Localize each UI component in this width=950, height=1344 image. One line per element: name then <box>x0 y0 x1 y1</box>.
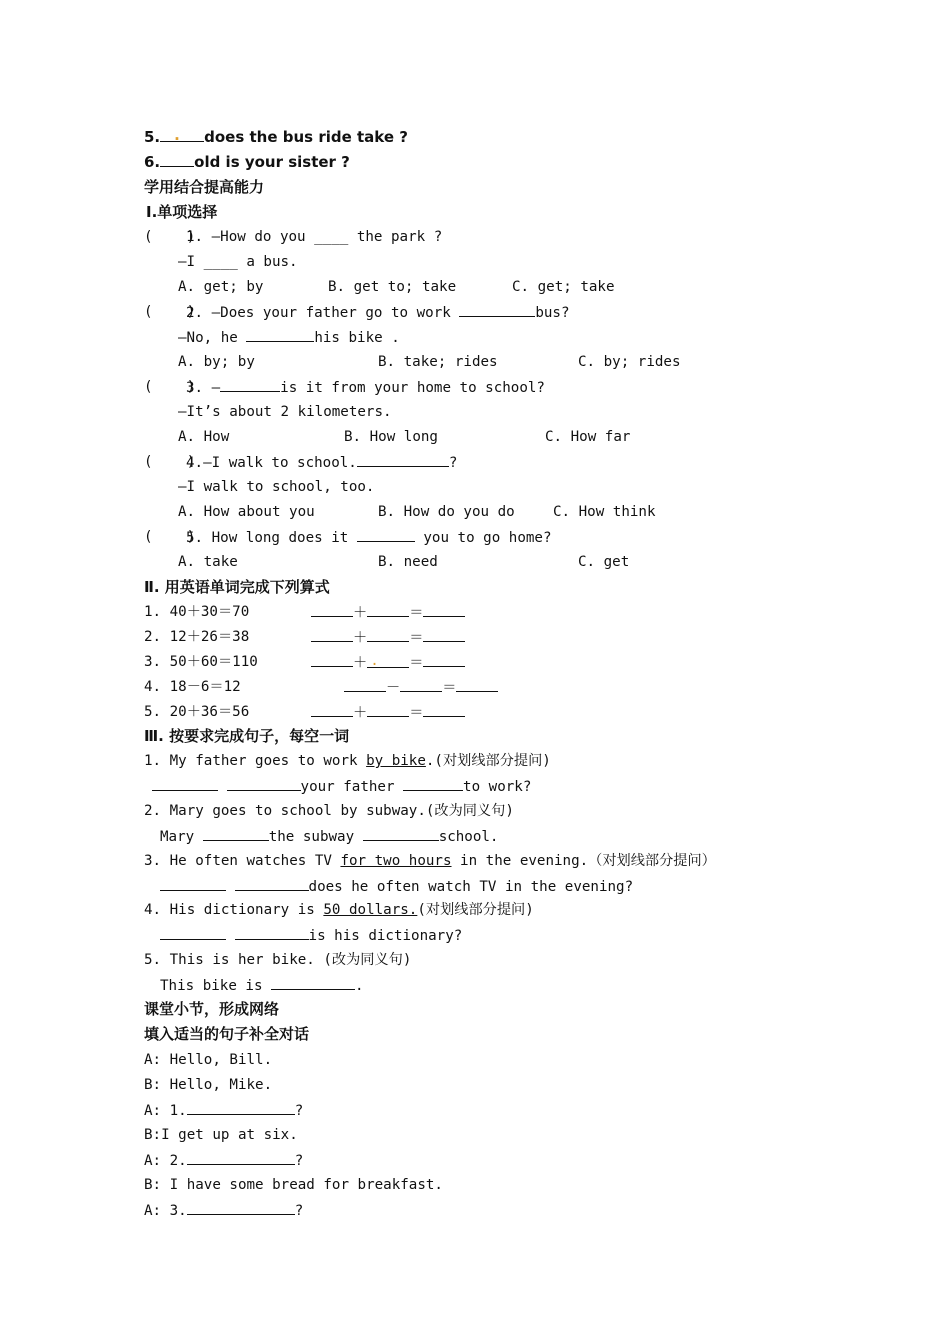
answer-blank[interactable] <box>423 627 465 642</box>
mc-item-4-question: 4.—I walk to school. ? <box>186 452 457 473</box>
mc-item-4-option-c[interactable]: C. How think <box>553 504 656 520</box>
answer-blank[interactable] <box>311 652 353 667</box>
answer-blank[interactable] <box>423 702 465 717</box>
mc-item-3-response: —It’s about 2 kilometers. <box>178 404 392 420</box>
mc-item-1-option-c[interactable]: C. get; take <box>512 279 615 295</box>
equation-5-answer: ＋ ＝ <box>311 702 465 723</box>
mc-item-1-option-a[interactable]: A. get; by <box>178 279 264 295</box>
dialog-line: B: Hello, Mike. <box>144 1077 273 1093</box>
part3-title: Ⅲ. 按要求完成句子，每空一词 <box>144 727 350 745</box>
answer-blank[interactable] <box>187 1100 295 1115</box>
mc-item-2-response: —No, he his bike . <box>178 327 400 348</box>
answer-blank[interactable] <box>311 602 353 617</box>
dialog-line: B: I have some bread for breakfast. <box>144 1177 443 1193</box>
answer-blank[interactable] <box>311 702 353 717</box>
mc-item-2-question: 2. —Does your father go to work bus? <box>186 302 570 323</box>
equation-2-answer: ＋ ＝ <box>311 627 465 648</box>
mc-item-3-question: 3. — is it from your home to school? <box>186 377 545 398</box>
answer-blank[interactable] <box>367 602 409 617</box>
mc-item-1-response: —I ____ a bus. <box>178 254 298 270</box>
answer-blank[interactable] <box>456 677 498 692</box>
sentence-1: 1. My father goes to work by bike.(对划线部分提问) <box>144 753 551 769</box>
sentence-1-answer: your father to work? <box>152 776 531 797</box>
answer-blank[interactable] <box>227 776 301 791</box>
answer-blank[interactable] <box>357 527 415 542</box>
question-text: old is your sister ? <box>194 153 350 171</box>
answer-blank[interactable] <box>367 702 409 717</box>
mc-item-2-option-a[interactable]: A. by; by <box>178 354 255 370</box>
summary-title: 课堂小节，形成网络 <box>144 1000 280 1018</box>
mc-item-2-paren[interactable]: ( ) <box>144 304 196 320</box>
answer-blank[interactable] <box>187 1150 295 1165</box>
equation-5: 5. 20＋36＝56 <box>144 704 250 720</box>
equation-4-answer: － ＝ <box>344 677 498 698</box>
sentence-3: 3. He often watches TV for two hours in the evening.（对划线部分提问） <box>144 853 716 869</box>
mc-item-2-option-b[interactable]: B. take; rides <box>378 354 498 370</box>
mc-item-3-option-b[interactable]: B. How long <box>344 429 438 445</box>
equation-1-answer: ＋ ＝ <box>311 602 465 623</box>
equation-2: 2. 12＋26＝38 <box>144 629 250 645</box>
answer-blank[interactable] <box>403 776 463 791</box>
dialog-line: A: 3. ? <box>144 1200 303 1221</box>
question-6 <box>144 152 350 172</box>
mc-item-5-paren[interactable]: ( ) <box>144 529 196 545</box>
mc-item-5-option-a[interactable]: A. take <box>178 554 238 570</box>
dialog-line: A: 1. ? <box>144 1100 303 1121</box>
part1-title: Ⅰ.单项选择 <box>146 203 218 221</box>
dialog-line: A: Hello, Bill. <box>144 1052 273 1068</box>
answer-blank[interactable] <box>271 975 355 990</box>
sentence-2: 2. Mary goes to school by subway.(改为同义句) <box>144 803 514 819</box>
section-title: 学用结合提高能力 <box>144 178 265 196</box>
question-5 <box>144 127 408 147</box>
answer-blank[interactable] <box>400 677 442 692</box>
answer-blank[interactable] <box>187 1200 295 1215</box>
sentence-4-answer: is his dictionary? <box>160 925 462 946</box>
part2-title: Ⅱ. 用英语单词完成下列算式 <box>144 578 330 596</box>
answer-blank[interactable] <box>235 925 309 940</box>
question-text: does the bus ride take ? <box>204 128 408 146</box>
answer-blank[interactable] <box>367 627 409 642</box>
equation-3: 3. 50＋60＝110 <box>144 654 258 670</box>
answer-blank[interactable] <box>246 327 314 342</box>
mc-item-2-option-c[interactable]: C. by; rides <box>578 354 681 370</box>
dialog-line: A: 2. ? <box>144 1150 303 1171</box>
mc-item-1-question: 1. —How do you ____ the park ? <box>186 229 443 245</box>
mc-item-1-paren[interactable]: ( ) <box>144 229 196 245</box>
equation-3-answer: ＋ . ＝ <box>311 652 465 673</box>
answer-blank[interactable] <box>423 602 465 617</box>
answer-blank[interactable] <box>459 302 535 317</box>
answer-blank[interactable] <box>203 826 269 841</box>
answer-blank[interactable] <box>160 925 226 940</box>
dialog-line: B:I get up at six. <box>144 1127 298 1143</box>
dialog-title: 填入适当的句子补全对话 <box>144 1025 310 1043</box>
sentence-4: 4. His dictionary is 50 dollars.(对划线部分提问) <box>144 902 534 918</box>
answer-blank[interactable]: . <box>367 653 409 668</box>
answer-blank[interactable] <box>160 876 226 891</box>
answer-blank[interactable] <box>423 652 465 667</box>
question-number: 5. <box>144 128 161 146</box>
mc-item-3-option-a[interactable]: A. How <box>178 429 230 445</box>
sentence-5: 5. This is her bike. (改为同义句) <box>144 952 412 968</box>
mc-item-1-option-b[interactable]: B. get to; take <box>328 279 457 295</box>
answer-blank[interactable] <box>357 452 449 467</box>
answer-blank[interactable] <box>363 826 439 841</box>
answer-blank[interactable] <box>152 776 218 791</box>
question-number: 6. <box>144 153 161 171</box>
answer-blank[interactable] <box>344 677 386 692</box>
equation-1: 1. 40＋30＝70 <box>144 604 250 620</box>
answer-blank[interactable] <box>160 152 194 167</box>
sentence-3-answer: does he often watch TV in the evening? <box>160 876 633 897</box>
mc-item-4-paren[interactable]: ( ) <box>144 454 196 470</box>
equation-4: 4. 18－6＝12 <box>144 679 241 695</box>
mc-item-4-option-a[interactable]: A. How about you <box>178 504 315 520</box>
mc-item-4-option-b[interactable]: B. How do you do <box>378 504 515 520</box>
answer-blank[interactable] <box>235 876 309 891</box>
answer-blank[interactable] <box>220 377 280 392</box>
mc-item-5-question: 5. How long does it you to go home? <box>186 527 552 548</box>
mc-item-3-option-c[interactable]: C. How far <box>545 429 631 445</box>
answer-blank[interactable] <box>311 627 353 642</box>
sentence-5-answer: This bike is . <box>160 975 364 996</box>
sentence-2-answer: Mary the subway school. <box>160 826 498 847</box>
mc-item-4-response: —I walk to school, too. <box>178 479 375 495</box>
answer-blank[interactable]: . <box>160 127 204 142</box>
mc-item-5-option-b[interactable]: B. need <box>378 554 438 570</box>
mc-item-3-paren[interactable]: ( ) <box>144 379 196 395</box>
mc-item-5-option-c[interactable]: C. get <box>578 554 630 570</box>
